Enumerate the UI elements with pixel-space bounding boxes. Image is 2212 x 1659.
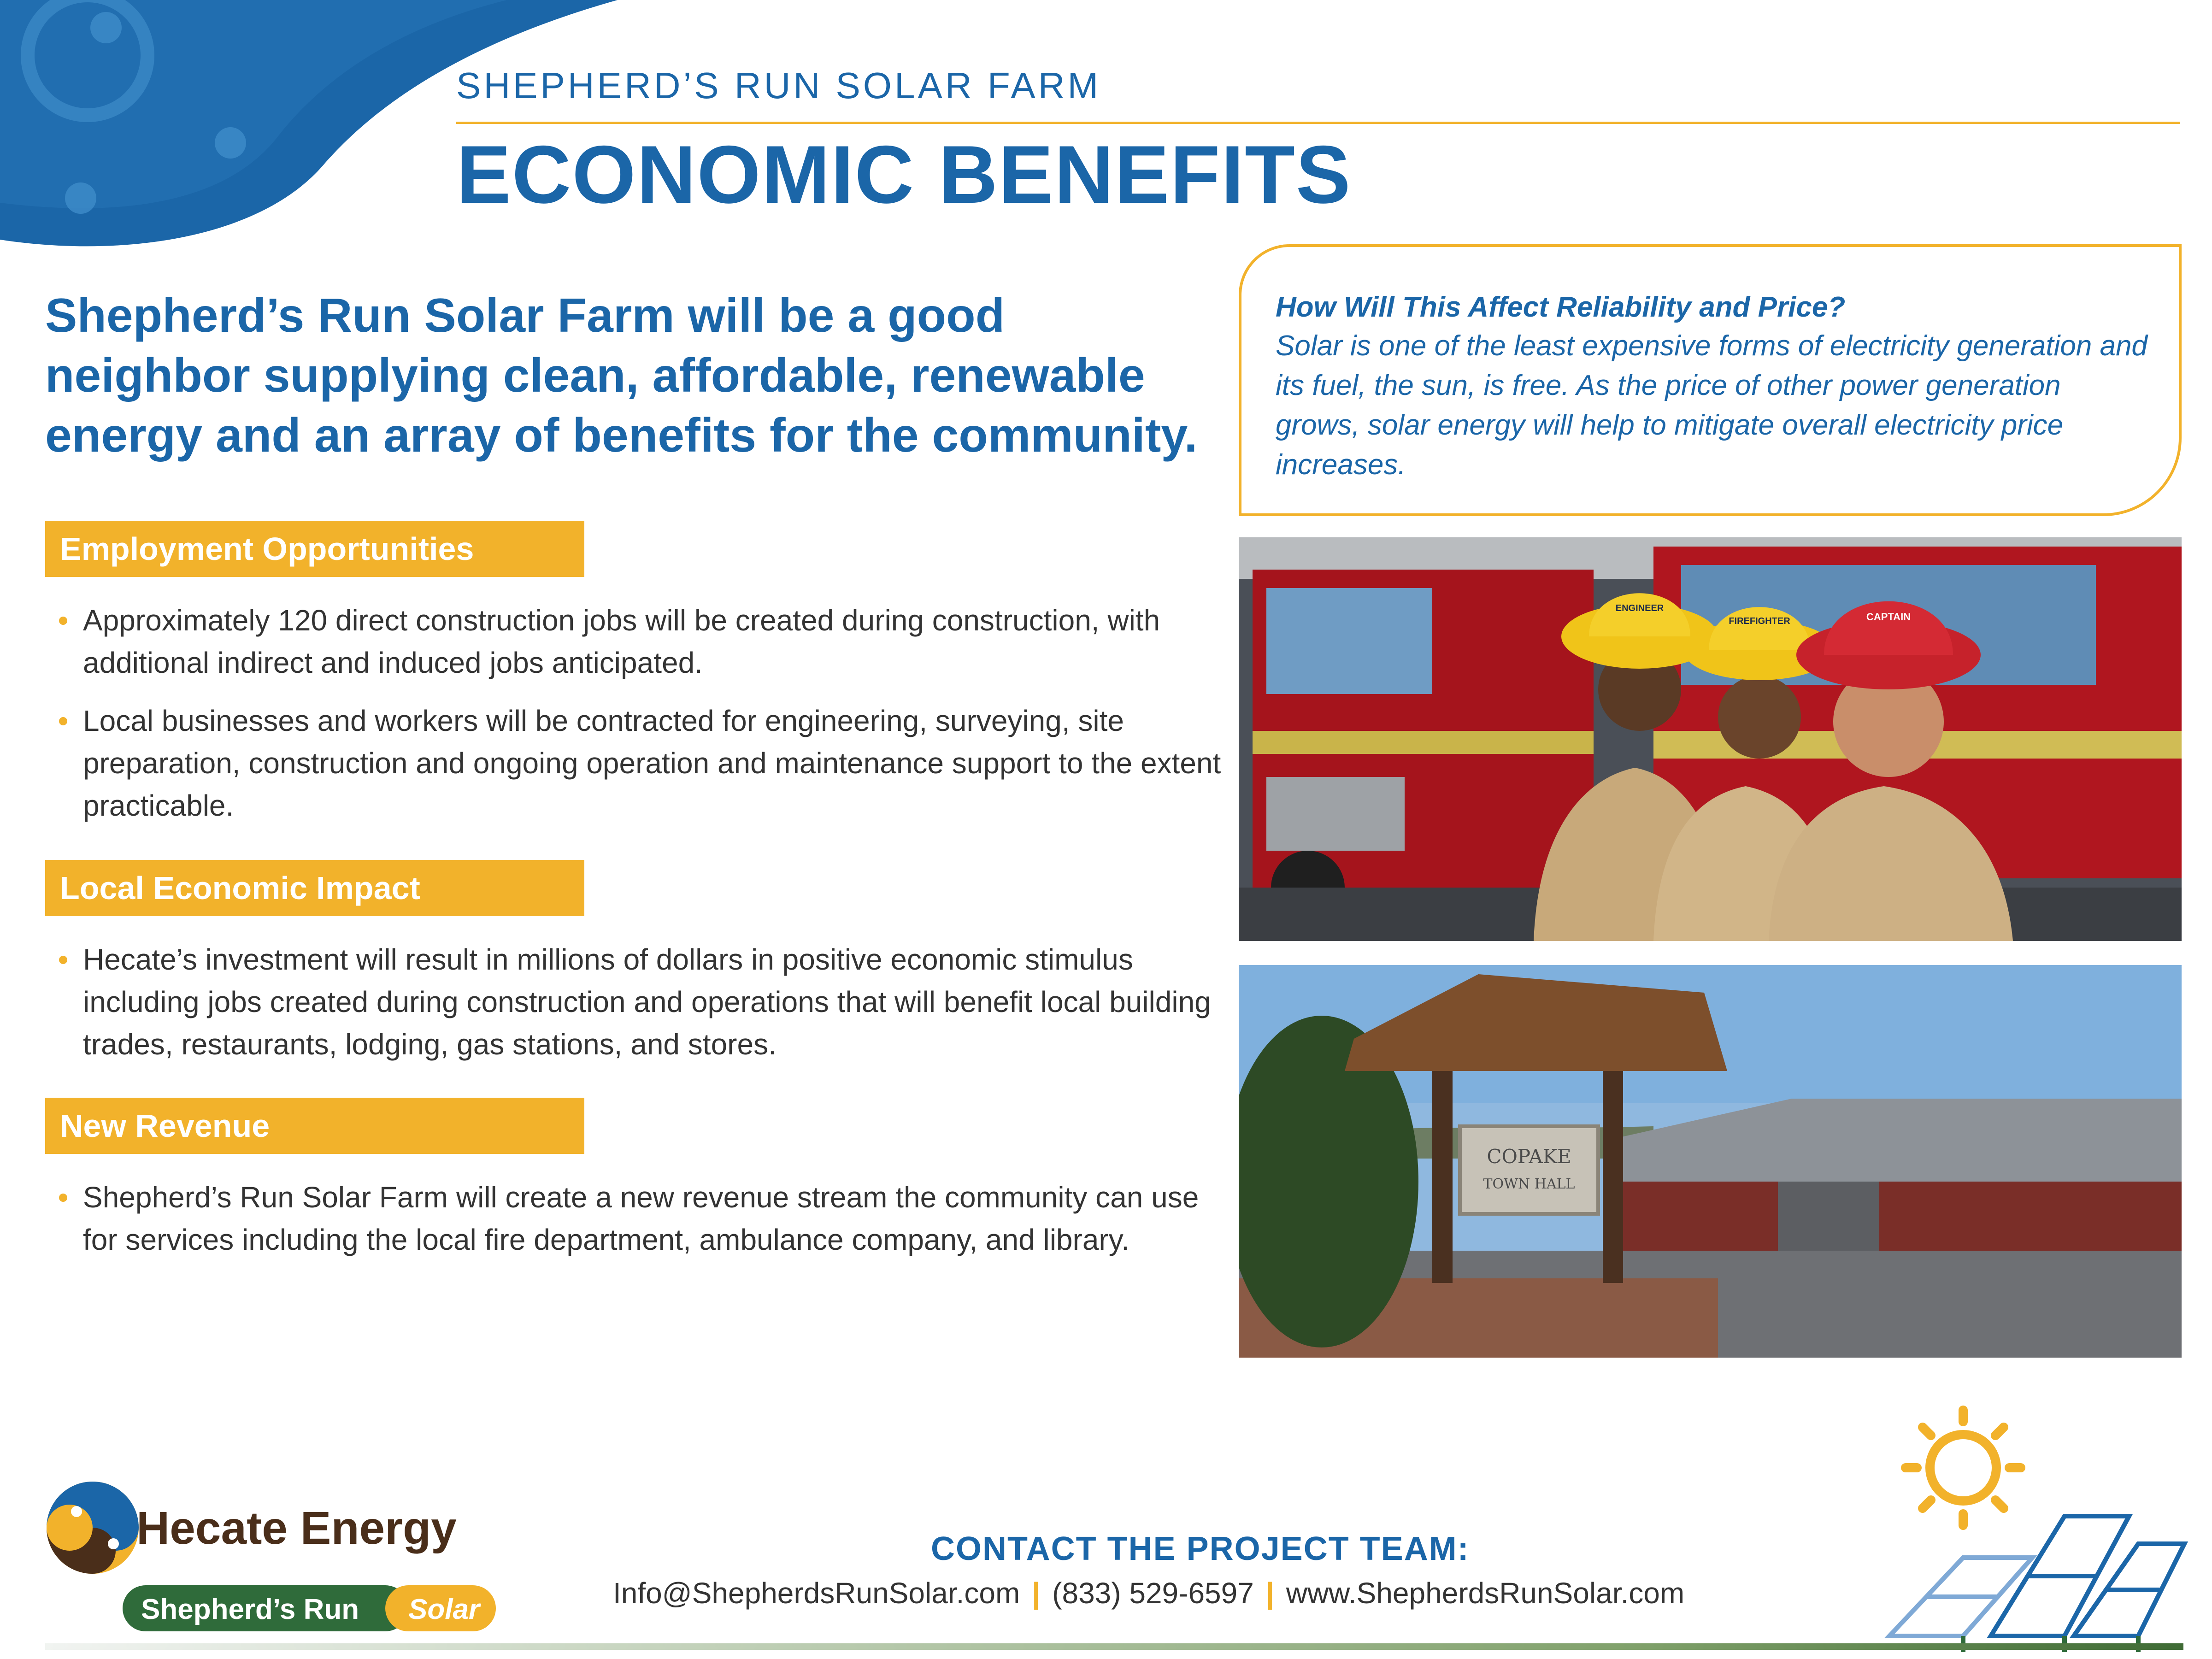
firefighters-photo	[1239, 537, 2182, 941]
header-divider	[456, 122, 2180, 124]
sign-line-1: COPAKE	[1487, 1145, 1571, 1168]
hecate-energy-logo	[44, 1479, 505, 1638]
list-item: Local businesses and workers will be contracted for engineering, surveying, site preparation, construction and ongoing operation and maintenance support to the extent practicable.	[55, 700, 1226, 827]
callout-title: How Will This Affect Reliability and Price?	[1276, 291, 1846, 323]
list-item: Hecate’s investment will result in millions of dollars in positive economic stimulus including jobs created during construction and operations that will benefit local building trades, restaurants, lodging, gas stations, and stores.	[55, 938, 1226, 1065]
logo-project-name: Shepherd’s Run	[141, 1594, 359, 1625]
contact-phone[interactable]: (833) 529-6597	[1052, 1577, 1254, 1610]
list-item: Approximately 120 direct construction jobs will be created during construction, with additional indirect and induced jobs anticipated.	[55, 599, 1226, 684]
helmet-label-firefighter: FIREFIGHTER	[1729, 616, 1790, 626]
list-item: Shepherd’s Run Solar Farm will create a new revenue stream the community can use for services including the local fire department, ambulance company, and library.	[55, 1176, 1226, 1261]
footer-divider	[45, 1643, 2183, 1650]
contact-line	[613, 1576, 1684, 1610]
page-title: ECONOMIC BENEFITS	[456, 129, 1352, 220]
section-heading-new-revenue: New Revenue	[45, 1098, 584, 1154]
helmet-label-captain: CAPTAIN	[1866, 611, 1911, 623]
bullet-list-new-revenue	[55, 1176, 1226, 1277]
bullet-list-employment	[55, 599, 1226, 842]
logo-company-name: Hecate Energy	[136, 1502, 457, 1554]
hecate-logo-icon	[47, 1482, 139, 1574]
logo-project-suffix: Solar	[408, 1594, 480, 1625]
separator: |	[1032, 1577, 1041, 1610]
header-eyebrow: SHEPHERD’S RUN SOLAR FARM	[456, 65, 1101, 106]
contact-email-link[interactable]: Info@ShepherdsRunSolar.com	[613, 1577, 1020, 1610]
sign-line-2: TOWN HALL	[1483, 1176, 1575, 1192]
solar-illustration	[1880, 1396, 2189, 1654]
contact-website-link[interactable]: www.ShepherdsRunSolar.com	[1286, 1577, 1685, 1610]
section-heading-local-impact: Local Economic Impact	[45, 860, 584, 916]
reliability-price-callout	[1239, 244, 2182, 516]
contact-heading: CONTACT THE PROJECT TEAM:	[931, 1530, 1470, 1567]
callout-body: Solar is one of the least expensive forms of electricity generation and its fuel, the sun, is free. As the price of other power generation grows, solar energy will help to mitigate overall electricity price increases.	[1276, 330, 2148, 481]
intro-statement: Shepherd’s Run Solar Farm will be a good neighbor supplying clean, affordable, renewable energy and an array of benefits for the community.	[45, 289, 1198, 462]
section-heading-employment: Employment Opportunities	[45, 521, 584, 577]
helmet-label-engineer: ENGINEER	[1615, 603, 1664, 613]
separator: |	[1265, 1577, 1274, 1610]
bullet-list-local-impact	[55, 938, 1226, 1081]
solar-panels-icon	[1889, 1516, 2184, 1652]
town-hall-photo	[1239, 965, 2182, 1358]
sun-icon	[1906, 1410, 2021, 1525]
